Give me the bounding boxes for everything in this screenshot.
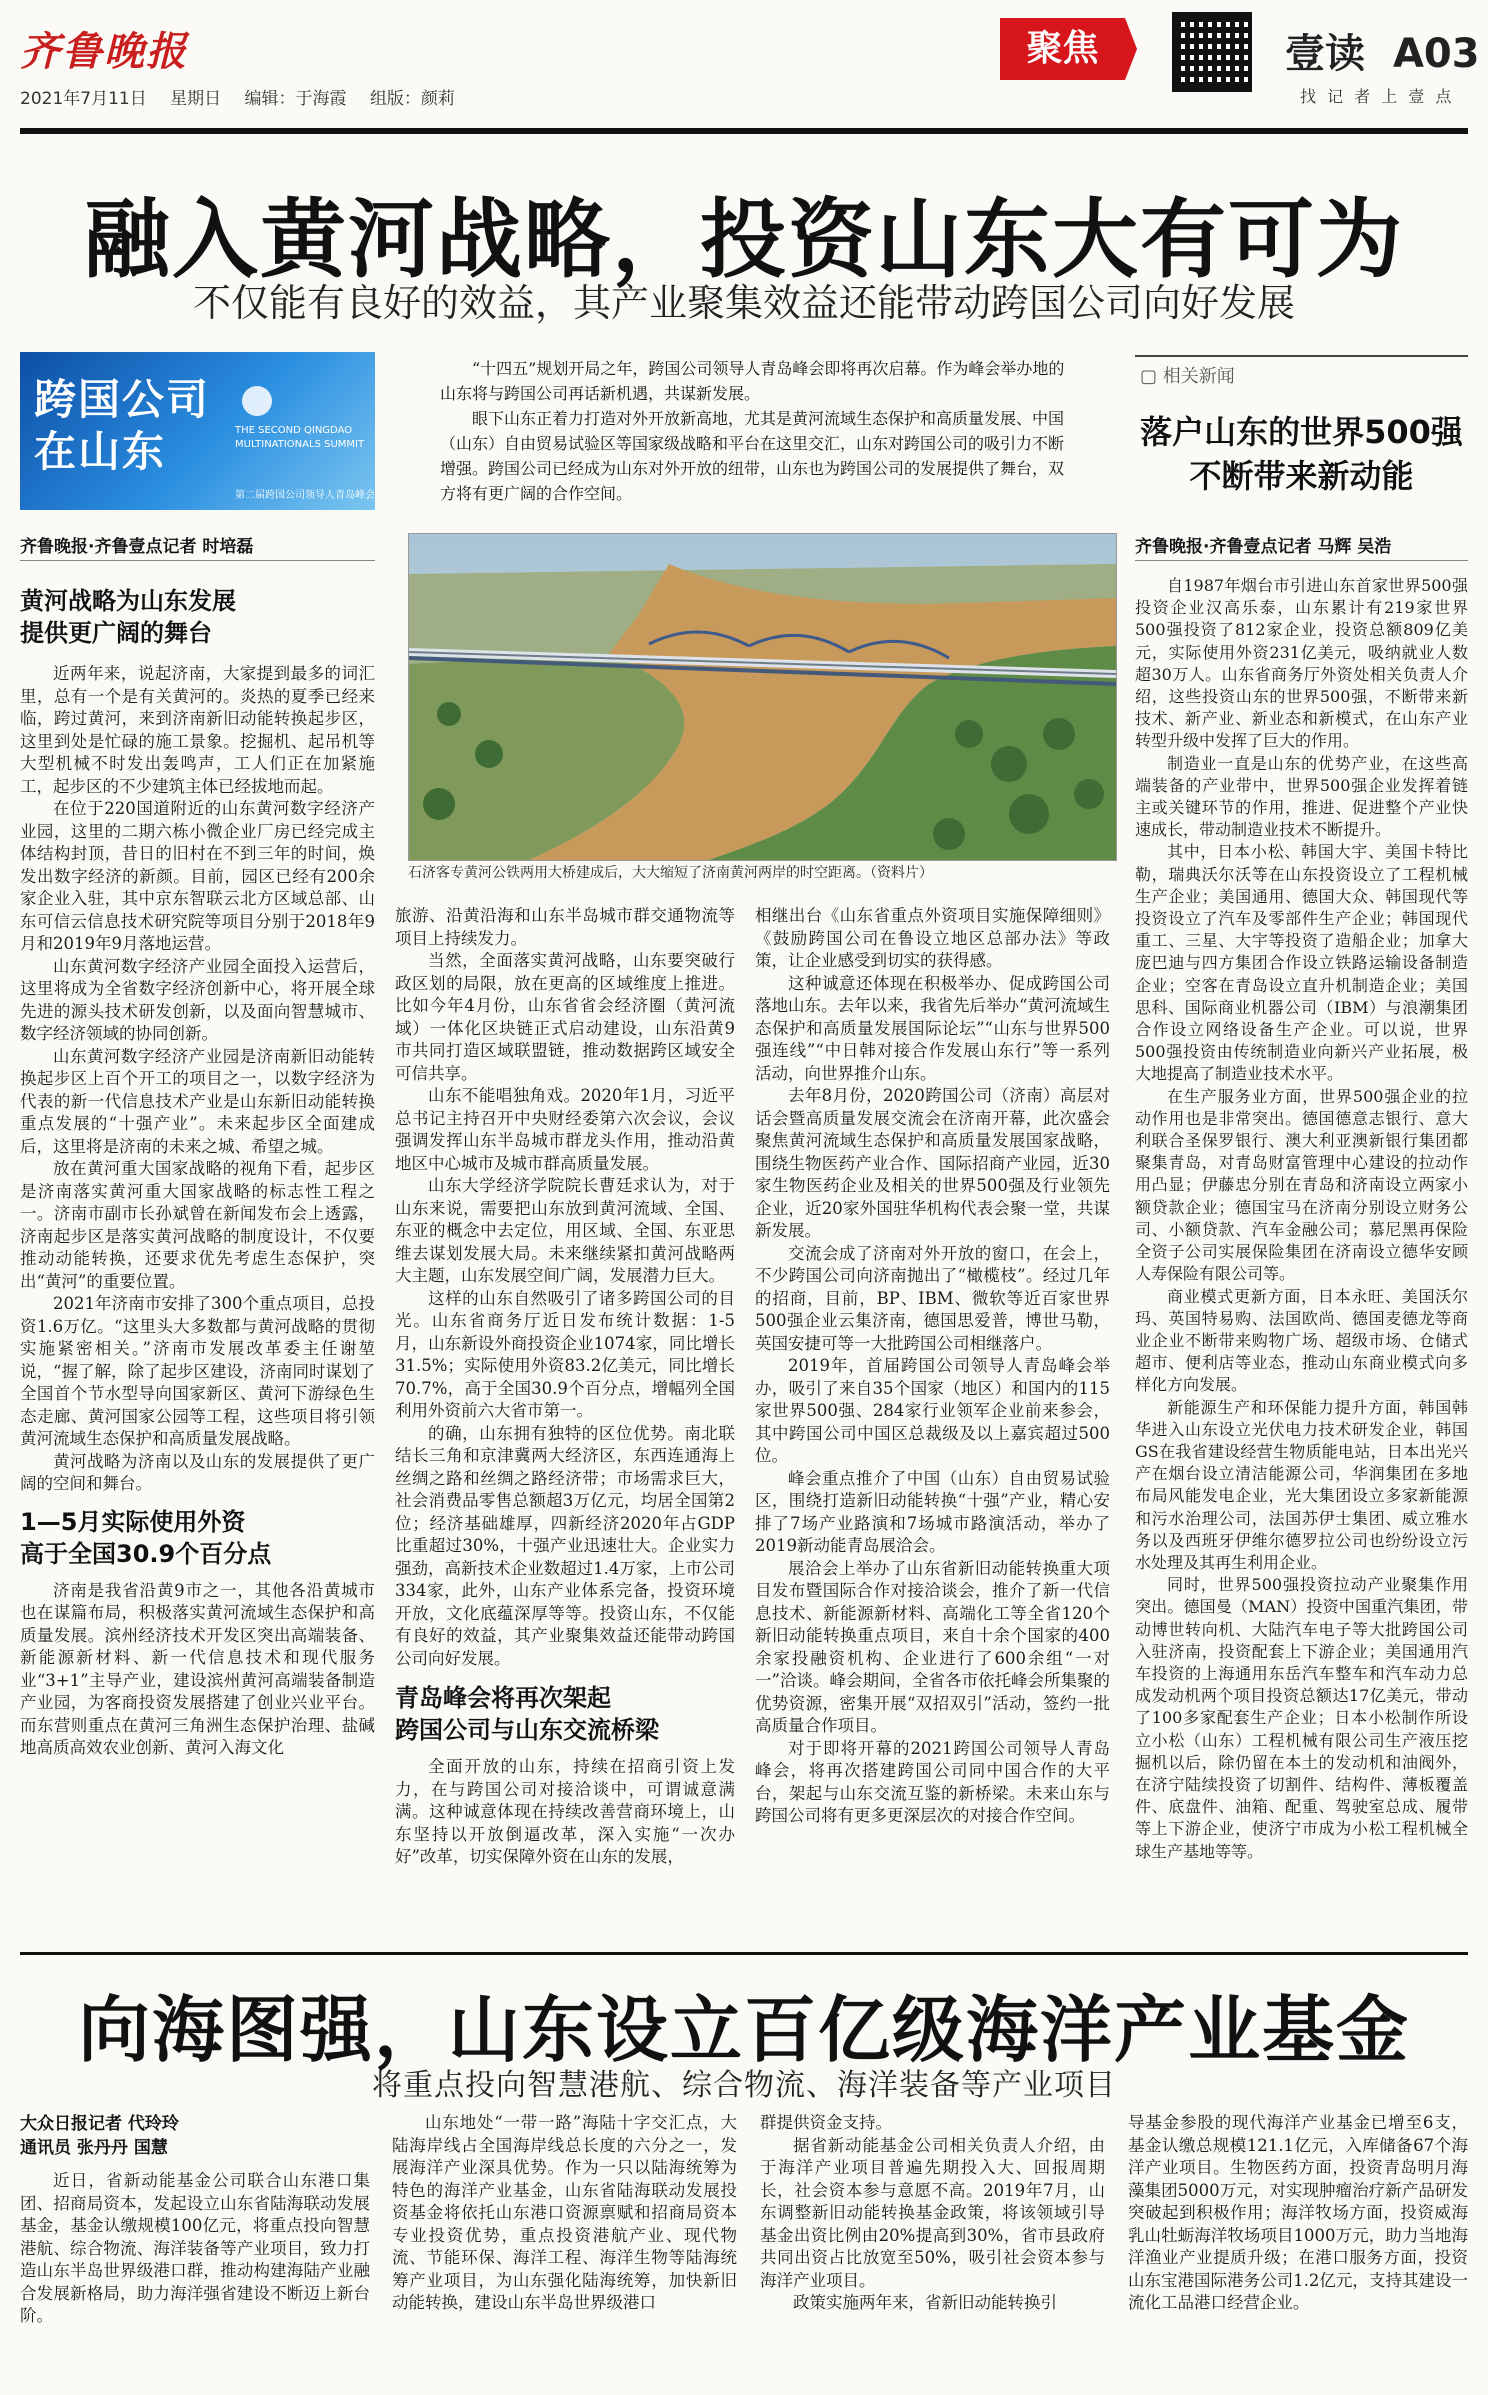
masthead: [0, 0, 1488, 140]
article1-column-2: [395, 905, 735, 1869]
article2-headline: 向海图强，山东设立百亿级海洋产业基金: [77, 1988, 1410, 2072]
paragraph: 山东大学经济学院院长曹廷求认为，对于山东来说，需要把山东放到黄河流域、全国、东亚的概念中去定位，用区域、全国、东亚思维去谋划发展大局。未来继续紧扣黄河战略两大主题，山东发展空间广阔，发展潜力巨大。: [395, 1176, 735, 1285]
sidebar-headline: [1135, 410, 1468, 498]
top-rule: [20, 128, 1468, 134]
paragraph: 旅游、沿黄沿海和山东半岛城市群交通物流等项目上持续发力。: [395, 906, 735, 948]
subhead-line: 提供更广阔的舞台: [20, 619, 212, 647]
paragraph: 展洽会上举办了山东省新旧动能转换重大项目发布暨国际合作对接洽谈会，推介了新一代信息技术、新能源新材料、高端化工等全省120个新旧动能转换重点项目，来自十余个国家的400余家投融资机构、企业进行了600余组“一对一”洽谈。峰会期间，全省各市依托峰会所集聚的优势资源，密集开展“双招双引”活动，签约一批高质量合作项目。: [755, 1558, 1110, 1735]
paragraph: 导基金参股的现代海洋产业基金已增至6支，基金认缴总规模121.1亿元，入库储备67个海洋产业项目。生物医药方面，投资青岛明月海藻集团5000万元，对实现肿瘤治疗新产品研发突破起到积极作用；海洋牧场方面，投资威海乳山牡蛎海洋牧场项目1000万元，助力当地海洋渔业产业提质升级；在港口服务方面，投资山东宝港国际港务公司1.2亿元，支持其建设一流化工品港口经营企业。: [1128, 2113, 1468, 2312]
column-text: [755, 905, 1110, 1828]
byline-line: 通讯员 张丹丹 国慧: [20, 2138, 168, 2158]
paragraph: 放在黄河重大国家战略的视角下看，起步区是济南落实黄河重大国家战略的标志性工程之一。济南市副市长孙斌曾在新闻发布会上透露，济南起步区是落实黄河战略的制度设计，不仅要推动动能转换，还要求优先考虑生态保护，突出“黄河”的重要位置。: [20, 1159, 375, 1291]
column-text: [395, 905, 735, 1670]
subhead-line: 高于全国30.9个百分点: [20, 1539, 272, 1568]
article1-headline: 融入黄河战略，投资山东大有可为: [84, 190, 1404, 290]
photo-caption: 石济客专黄河公铁两用大桥建成后，大大缩短了济南黄河两岸的时空距离。（资料片）: [408, 865, 933, 881]
article1-column-1: [20, 585, 375, 1760]
article1-column-3: [755, 905, 1110, 1828]
editor-credit: 编辑：于海霞: [244, 89, 347, 109]
dateline: [20, 84, 473, 109]
byline-rule: [20, 560, 375, 561]
paragraph: 这种诚意还体现在积极举办、促成跨国公司落地山东。去年以来，我省先后举办“黄河流域生态保护和高质量发展国际论坛”“山东与世界500强连线”“中日韩对接合作发展山东行”等一系列活动，向世界推介山东。: [755, 973, 1110, 1083]
summit-logo-icon: [242, 386, 272, 416]
intro-paragraph: 眼下山东正着力打造对外开放新高地，尤其是黄河流域生态保护和高质量发展、中国（山东）自由贸易试验区等国家级战略和平台在这里交汇，山东对跨国公司的吸引力不断增强。跨国公司已经成为山东对外开放的纽带，山东也为跨国公司的发展提供了舞台，双方将有更广阔的合作空间。: [440, 409, 1065, 503]
article1-intro: [440, 356, 1065, 506]
article1-subheadline: 不仅能有良好的效益，其产业聚集效益还能带动跨国公司向好发展: [192, 281, 1295, 325]
paragraph: 自1987年烟台市引进山东首家世界500强投资企业汉高乐泰，山东累计有219家世界500强投资了812家企业，投资总额809亿美元，实际使用外资231亿美元，吸纳就业人数超30万人。山东省商务厅外资处相关负责人介绍，这些投资山东的世界500强，不断带来新技术、新产业、新业态和新模式，在山东产业转型升级中发挥了巨大的作用。: [1135, 576, 1468, 751]
article2-column-4: [1128, 2112, 1468, 2315]
sidebar-byline-rule: [1135, 560, 1468, 561]
issue-date: 2021年7月11日: [20, 89, 147, 109]
related-news-text: 相关新闻: [1162, 366, 1235, 387]
paragraph: 2021年济南市安排了300个重点项目，总投资1.6万亿。“这里头大多数都与黄河战略的贯彻实施紧密相关。”济南市发展改革委主任谢堃说，“握了解，除了起步区建设，济南同时谋划了全国首个节水型导向国家新区、黄河下游绿色生态走廊、黄河国家公园等工程，这些项目将引领黄河流域生态保护和高质量发展战略。: [20, 1294, 375, 1448]
paragraph: 2019年，首届跨国公司领导人青岛峰会举办，吸引了来自35个国家（地区）和国内的115家世界500强、284家行业领军企业前来参会，其中跨国公司中国区总裁级及以上嘉宾超过500位。: [755, 1356, 1110, 1465]
paragraph: 对于即将开幕的2021跨国公司领导人青岛峰会，将再次搭建跨国公司同中国合作的大平台，架起与山东交流互鉴的新桥梁。未来山东与跨国公司将有更多更深层次的对接合作空间。: [755, 1738, 1110, 1825]
layout-credit: 组版：颜莉: [369, 89, 455, 109]
subhead-line: 跨国公司与山东交流桥梁: [395, 1716, 659, 1744]
sidebar-column: [1135, 575, 1468, 1863]
news-icon: ▢: [1140, 366, 1158, 387]
paragraph: 群提供资金支持。: [760, 2113, 892, 2132]
paragraph: 山东黄河数字经济产业园是济南新旧动能转换起步区上百个开工的项目之一，以数字经济为代表的新一代信息技术产业是山东新旧动能转换重点发展的“十强产业”。未来起步区全面建成后，这里将是济南的未来之城、希望之城。: [20, 1046, 375, 1156]
related-news-label: [1140, 362, 1235, 388]
banner-title-line2: 在山东: [34, 427, 167, 476]
summit-banner: [20, 352, 375, 510]
paragraph: 近两年来，说起济南，大家提到最多的词汇里，总有一个是有关黄河的。炎热的夏季已经来临，跨过黄河，来到济南新旧动能转换起步区，这里到处是忙碌的施工景象。挖掘机、起吊机等大型机械不时发出轰鸣声，工人们正在加紧施工，起步区的不少建筑主体已经拔地而起。: [20, 664, 375, 796]
column-text: [1135, 575, 1468, 1863]
article1-byline: 齐鲁晚报·齐鲁壹点记者 时培磊: [20, 537, 254, 557]
page-name: 壹读: [1285, 31, 1365, 77]
paragraph: 商业模式更新方面，日本永旺、美国沃尔玛、英国特易购、法国欧尚、德国麦德龙等商业企业不断带来购物广场、超级市场、仓储式超市、便利店等业态，推动山东商业模式向多样化方向发展。: [1135, 1286, 1468, 1395]
article2-column-2: [392, 2112, 737, 2315]
paragraph: 山东黄河数字经济产业园全面投入运营后，这里将成为全省数字经济创新中心，将开展全球先进的源头技术研发创新，以及面向智慧城市、数字经济领域的协同创新。: [20, 956, 375, 1043]
paragraph: 相继出台《山东省重点外资项目实施保障细则》《鼓励跨国公司在鲁设立地区总部办法》等政策，让企业感受到切实的获得感。: [755, 906, 1110, 970]
column-text: [20, 1580, 375, 1760]
paragraph: 在位于220国道附近的山东黄河数字经济产业园，这里的二期六栋小微企业厂房已经完成主体结构封顶，昔日的旧村在不到三年的时间，焕发出数字经济的新颜。目前，园区已经有200余家企业入驻，其中京东智联云北方区域总部、山东可信云信息技术研究院等项目分别于2018年9月和2019年9月落地运营。: [20, 799, 375, 953]
paragraph: 制造业一直是山东的优势产业，在这些高端装备的产业带中，世界500强企业发挥着链主或关键环节的作用，推进、促进整个产业快速成长，带动制造业技术不断提升。: [1135, 753, 1468, 840]
sidebar-headline-line: 不断带来新动能: [1189, 457, 1414, 495]
paragraph: 济南是我省沿黄9市之一，其他各沿黄城市也在谋篇布局，积极落实黄河流域生态保护和高质量发展。滨州经济技术开发区突出高端装备、新能源新材料、新一代信息技术和现代服务业“3+1”主导产业，建设滨州黄河高端装备制造产业园，为客商投资发展搭建了创业兴业平台。而东营则重点在黄河三角洲生态保护治理、盐碱地高质高效农业创新、黄河入海文化: [20, 1580, 375, 1757]
column-text: [395, 1756, 735, 1869]
paragraph: 交流会成了济南对外开放的窗口，在会上，不少跨国公司向济南抛出了“橄榄枝”。经过几年的招商，目前，BP、IBM、微软等近百家世界500强企业云集济南，德国思爱普，博世马勒，英国安捷可等一大批跨国公司相继落户。: [755, 1243, 1110, 1353]
paragraph: 山东不能唱独角戏。2020年1月，习近平总书记主持召开中央财经委第六次会议，会议强调发挥山东半岛城市群龙头作用，推动沿黄地区中心城市及城市群高质量发展。: [395, 1086, 735, 1173]
paragraph: 据省新动能基金公司相关负责人介绍，由于海洋产业项目普遍先期投入大、回报周期长，社会资本参与意愿不高。2019年7月，山东调整新旧动能转换基金政策，将该领域引导基金出资比例由20%提高到30%，省市县政府共同出资占比放宽至50%，吸引社会资本参与海洋产业项目。: [760, 2135, 1105, 2290]
section-subhead: [395, 1682, 735, 1746]
banner-title-line1: 跨国公司: [34, 375, 211, 424]
column-text: [20, 663, 375, 1496]
paragraph: 去年8月份，2020跨国公司（济南）高层对话会暨高质量发展交流会在济南开幕，此次盛会聚焦黄河流域生态保护和高质量发展国家战略，围绕生物医药产业合作、国际招商产业园，近30家生物医药企业及相关的世界500强及行业领先企业，近20家外国驻华机构代表会聚一堂，共谋新发展。: [755, 1086, 1110, 1240]
subhead-line: 1—5月实际使用外资: [20, 1507, 246, 1536]
paragraph: 山东地处“一带一路”海陆十字交汇点，大陆海岸线占全国海岸线总长度的六分之一，发展海洋产业深具优势。作为一只以陆海统筹为特色的海洋产业基金，山东省陆海联动发展投资基金将依托山东港口资源禀赋和招商局资本专业投资优势，重点投资港航产业、现代物流、节能环保、海洋工程、海洋生物等陆海统筹产业项目，为山东强化陆海统筹，加快新旧动能转换，建设山东半岛世界级港口: [392, 2113, 737, 2312]
section-tag: 聚焦: [1000, 18, 1125, 80]
sidebar-byline: 齐鲁晚报·齐鲁壹点记者 马辉 吴浩: [1135, 537, 1392, 557]
paragraph: 在生产服务业方面，世界500强企业的拉动作用也是非常突出。德国德意志银行、意大利联合圣保罗银行、澳大利亚澳新银行集团都聚集青岛，对青岛财富管理中心建设的拉动作用凸显；伊藤忠分别在青岛和济南设立两家小额贷款企业；德国宝马在济南分别设立财务公司、小额贷款、汽车金融公司；慕尼黑再保险全资子公司实展保险集团在济南设立德华安顾人寿保险有限公司等。: [1135, 1086, 1468, 1284]
bridge-photo-graphic: [409, 534, 1116, 860]
newspaper-logo: 齐鲁晚报: [20, 28, 188, 75]
subhead-line: 黄河战略为山东发展: [20, 587, 236, 615]
issue-weekday: 星期日: [170, 89, 222, 109]
sidebar-headline-line: 落户山东的世界500强: [1140, 413, 1463, 451]
byline-line: 大众日报记者 代玲玲: [20, 2114, 179, 2134]
subhead-line: 青岛峰会将再次架起: [395, 1684, 611, 1712]
article2-byline: [20, 2112, 179, 2160]
paragraph: 同时，世界500强投资拉动产业聚集作用突出。德国曼（MAN）投资中国重汽集团，带动博世转向机、大陆汽车电子等大批跨国公司入驻济南，投资配套上下游企业；美国通用汽车投资的上海通用东岳汽车整车和汽车动力总成发动机两个项目投资总额达17亿美元，带动了100多家配套生产企业；日本小松制作所设立小松（山东）工程机械有限公司生产液压挖掘机以后，除仍留在本土的发动机和油阀外，在济宁陆续投资了切割件、结构件、薄板覆盖件、底盘件、油箱、配重、驾驶室总成、履带等上下游企业，使济宁市成为小松工程机械全球生产基地等等。: [1135, 1575, 1468, 1861]
page-tagline: 找 记 者 上 壹 点: [1300, 87, 1455, 106]
qr-code-icon[interactable]: [1172, 12, 1252, 92]
page-number: A03: [1392, 31, 1480, 77]
paragraph: 其中，日本小松、韩国大宇、美国卡特比勒，瑞典沃尔沃等在山东投资设立了工程机械生产企业；美国通用、德国大众、韩国现代等投资设立了汽车及零部件生产企业；韩国现代重工、三星、大宇等投资了造船企业；加拿大庞巴迪与四方集团合作设立铁路运输设备制造企业；空客在青岛设立直升机制造企业；美国思科、国际商业机器公司（IBM）与浪潮集团合作设立网络设备生产企业。可以说，世界500强投资由传统制造业向新兴产业拓展，极大地提高了制造业技术水平。: [1135, 842, 1468, 1084]
banner-english-text: THE SECOND QINGDAO MULTINATIONALS SUMMIT: [235, 425, 365, 450]
article2-column-1: [20, 2170, 370, 2328]
paragraph: 当然，全面落实黄河战略，山东要突破行政区划的局限，放在更高的区域维度上推进。比如今年4月份，山东省省会经济圈（黄河流域）一体化区块链正式启动建设，山东沿黄9市共同打造区域联盟链，推动数据跨区域安全可信共享。: [395, 951, 735, 1083]
section-rule: [20, 1952, 1468, 1955]
paragraph: 这样的山东自然吸引了诸多跨国公司的目光。山东省商务厅近日发布统计数据：1-5月，山东新设外商投资企业1074家，同比增长31.5%；实际使用外资83.2亿美元，同比增长70.7%，高于全国30.9个百分点，增幅列全国利用外资前六大省市第一。: [395, 1288, 735, 1420]
article2-column-3: [760, 2112, 1105, 2315]
paragraph: 全面开放的山东，持续在招商引资上发力，在与跨国公司对接洽谈中，可谓诚意满满。这种诚意体现在持续改善营商环境上，山东坚持以开放倒逼改革，深入实施“一次办好”改革，切实保障外资在山东的发展，: [395, 1757, 735, 1866]
paragraph: 政策实施两年来，省新旧动能转换引: [793, 2293, 1057, 2312]
yellow-river-bridge-photo: [408, 533, 1117, 861]
banner-title: [34, 374, 210, 478]
paragraph: 新能源生产和环保能力提升方面，韩国韩华进入山东设立光伏电力技术研发企业，韩国GS在我省建设经营生物质能电站，日本出光兴产在烟台设立清洁能源公司，华润集团在多地布局风能发电企业，光大集团设立多家新能源和污水治理公司，法国苏伊士集团、威立雅水务以及西班牙伊维尔德罗拉公司也纷纷设立污水处理及其再生利用企业。: [1135, 1397, 1468, 1572]
paragraph: 的确，山东拥有独特的区位优势。南北联结长三角和京津冀两大经济区，东西连通海上丝绸之路和丝绸之路经济带；市场需求巨大，社会消费品零售总额超3万亿元，均居全国第2位；经济基础雄厚，四新经济2020年占GDP比重超过30%，十强产业迅速壮大。企业实力强劲，高新技术企业数超过1.4万家，上市公司334家，此外，山东产业体系完备，投资环境开放，文化底蕴深厚等等。投资山东，不仅能有良好的效益，其产业聚集效益还能带动跨国公司向好发展。: [395, 1423, 735, 1668]
paragraph: 近日，省新动能基金公司联合山东港口集团、招商局资本，发起设立山东省陆海联动发展基金，基金认缴规模100亿元，将重点投向智慧港航、综合物流、海洋装备等产业项目，致力打造山东半岛世界级港口群，推动构建海陆产业融合发展新格局，助力海洋强省建设不断迈上新台阶。: [20, 2171, 370, 2325]
intro-paragraph: “十四五”规划开局之年，跨国公司领导人青岛峰会即将再次启幕。作为峰会举办地的山东将与跨国公司再话新机遇，共谋新发展。: [440, 359, 1065, 403]
section-subhead: [20, 585, 375, 649]
article2-subheadline: 将重点投向智慧港航、综合物流、海洋装备等产业项目: [372, 2068, 1116, 2103]
paragraph: 峰会重点推介了中国（山东）自由贸易试验区，围绕打造新旧动能转换“十强”产业，精心安排了7场产业路演和7场城市路演活动，举办了2019新动能青岛展洽会。: [755, 1468, 1110, 1555]
page-label: [1285, 22, 1480, 79]
paragraph: 黄河战略为济南以及山东的发展提供了更广阔的空间和舞台。: [20, 1451, 375, 1493]
banner-chinese-text: 第二届跨国公司领导人青岛峰会: [235, 490, 375, 501]
section-subhead: [20, 1506, 375, 1570]
